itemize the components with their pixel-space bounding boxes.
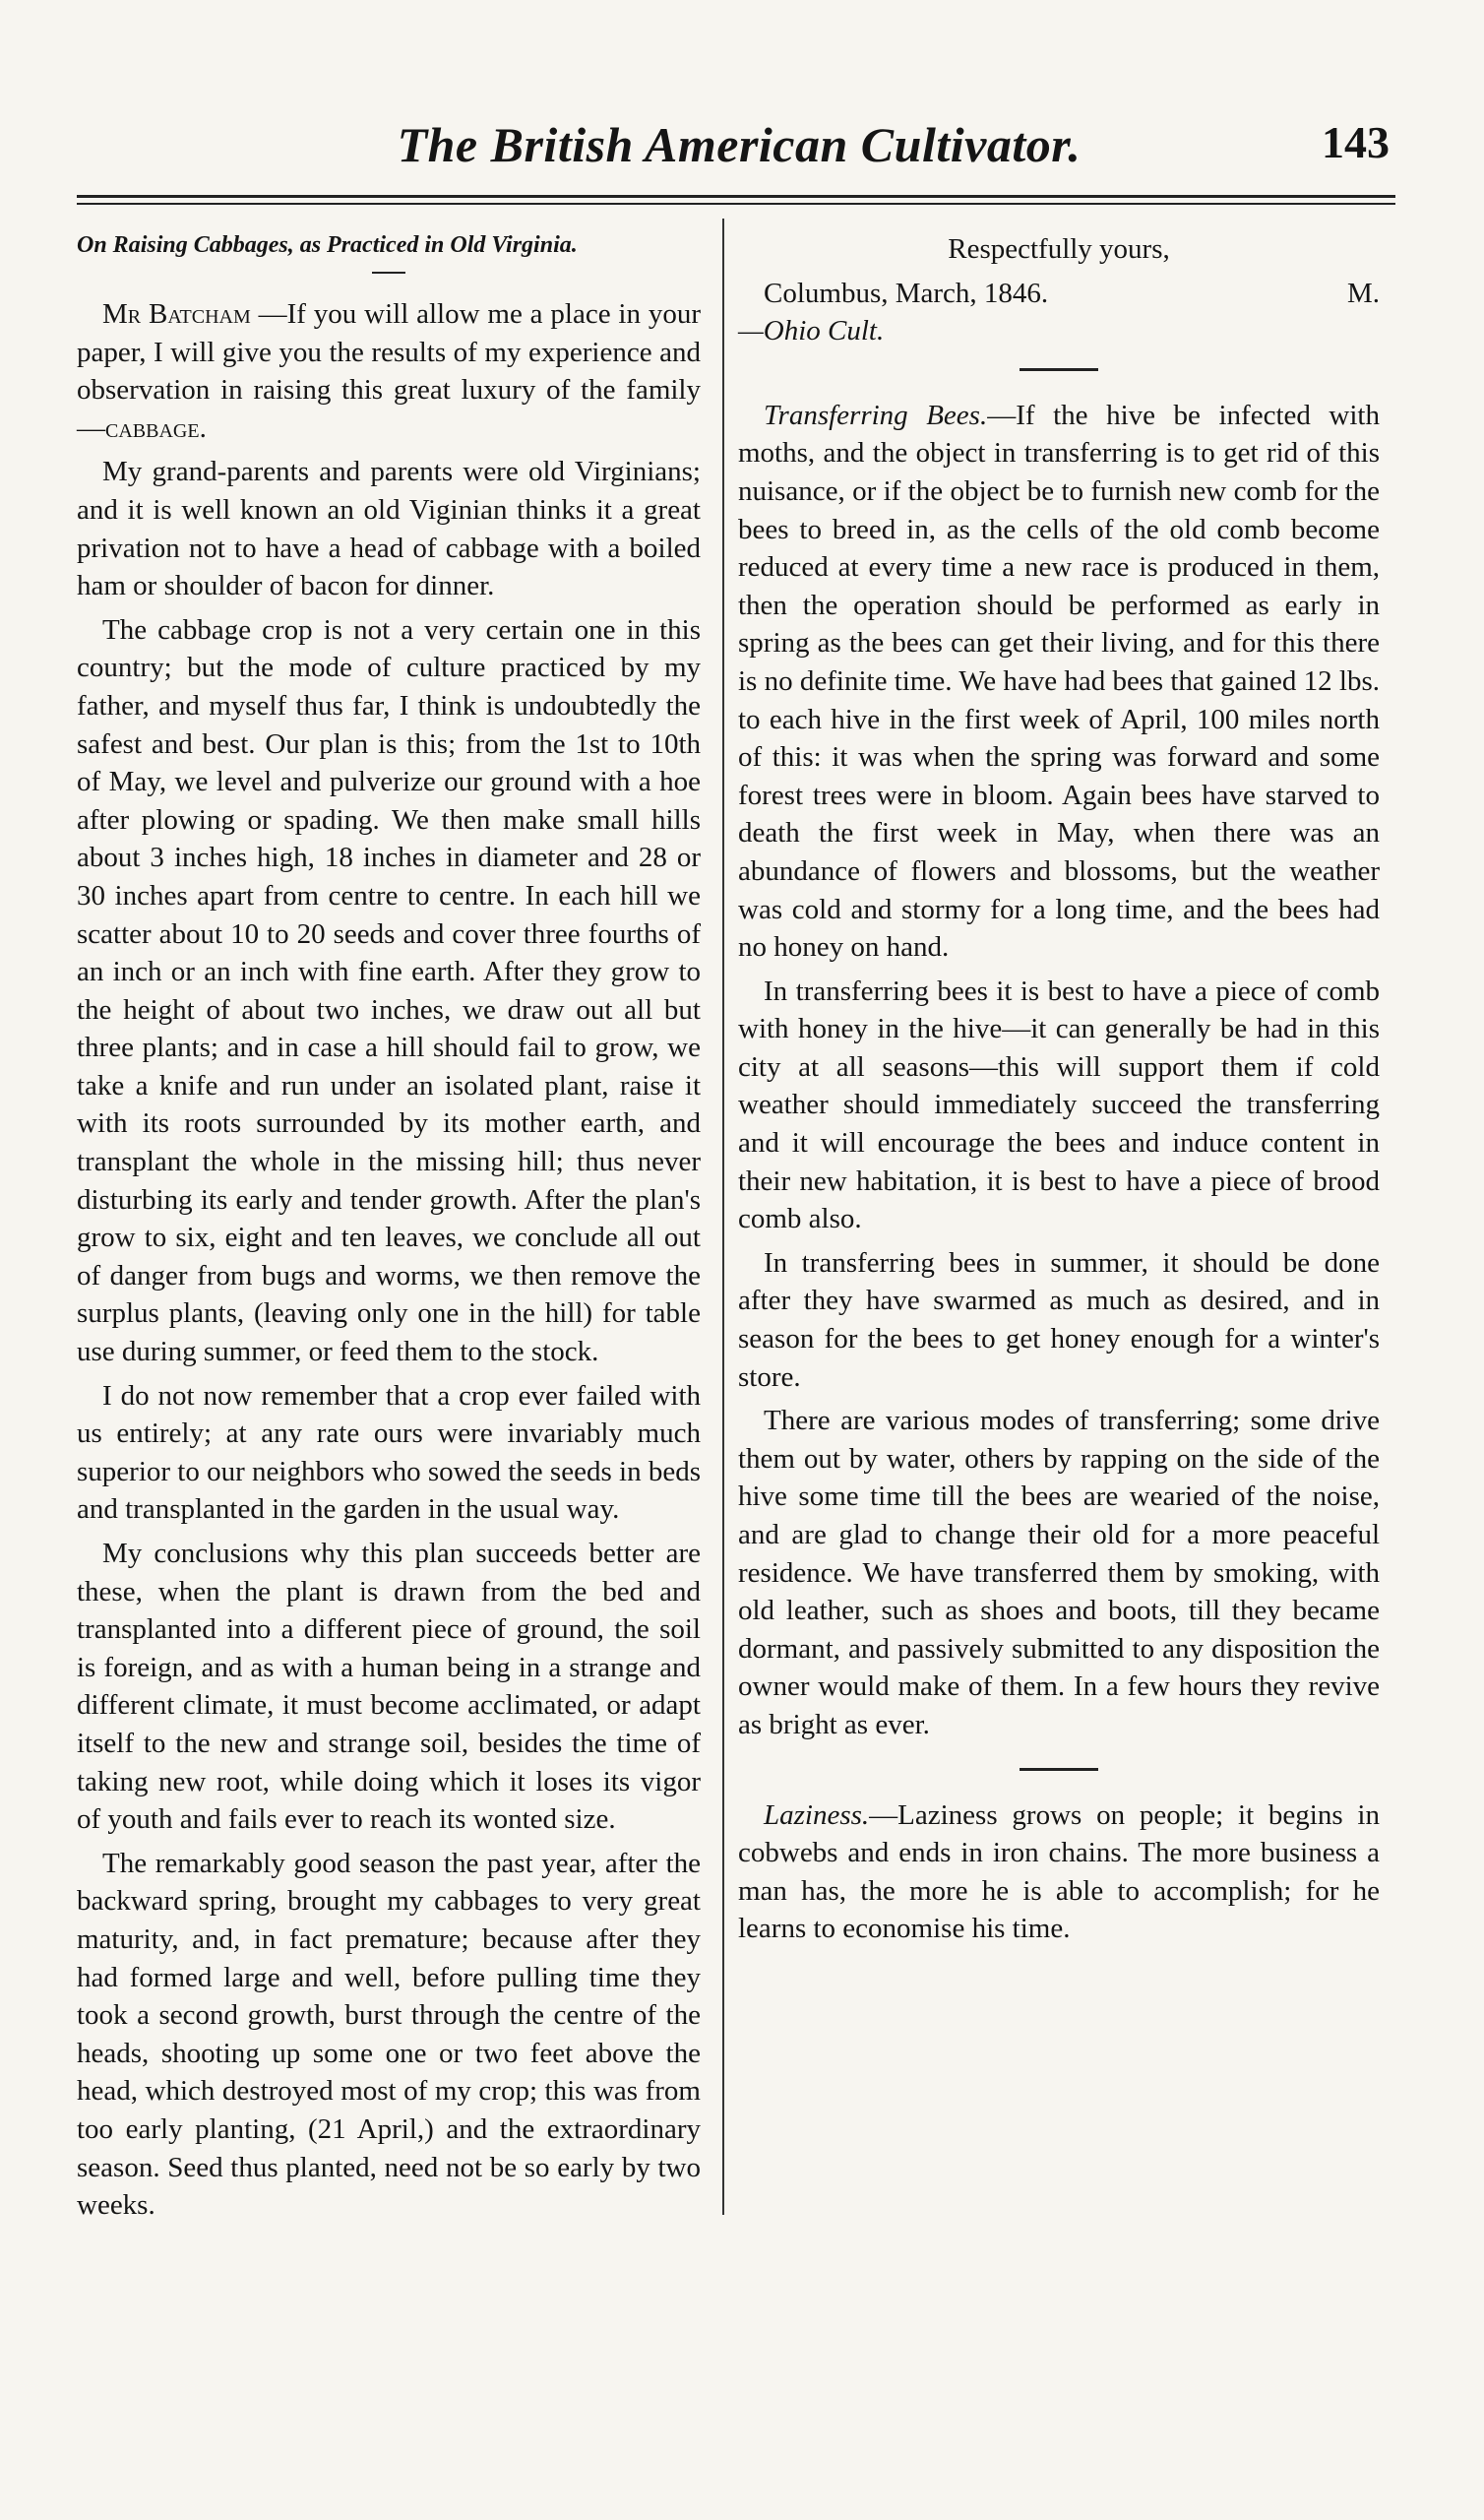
column-divider — [722, 219, 724, 2215]
left-column — [77, 230, 701, 2231]
article-separator-2 — [1020, 1768, 1098, 1771]
title-separator — [372, 272, 405, 274]
bees-paragraph-3: In transferring bees in summer, it should be done after they have swarmed as much as desired, and in season for the bees to get honey enough for a winter's store. — [738, 1246, 1380, 1393]
page-header — [89, 116, 1390, 195]
right-column — [738, 230, 1380, 1954]
cabbage-paragraph-1 — [77, 295, 701, 447]
header-rule-bottom — [77, 203, 1395, 205]
source-credit: —Ohio Cult. — [738, 315, 885, 347]
cabbage-paragraph-2: My grand-parents and parents were old Virginians; and it is well known an old Viginian thinks it a great privation not to have a head of cabbage with a boiled ham or shoulder of bacon for dinner. — [77, 456, 701, 602]
place-date: Columbus, March, 1846. — [764, 277, 1049, 309]
header-rule-top — [77, 195, 1395, 198]
running-title: The British American Cultivator. — [397, 117, 1082, 172]
signature-line — [738, 275, 1380, 313]
cabbage-paragraph-3: The cabbage crop is not a very certain one in this country; but the mode of culture practiced by my father, and myself thus far, I think is undoubtedly the safest and best. Our plan is this; from the 1st to 10th of May, we level and pulverize our ground with a hoe after plowing or spading. We then make small hills about 3 inches high, 18 inches in diameter and 28 or 30 inches apart from centre to centre. In each hill we scatter about 10 to 20 seeds and cover three fourths of an inch or an inch with fine earth. After they grow to the height of about two inches, we draw out all but three plants; and in case a hill should fail to grow, we take a knife and run under an isolated plant, raise it with its roots surrounded by its mother earth, and transplant the whole in the missing hill; thus never disturbing its early and tender growth. After the plan's grow to six, eight and ten leaves, we conclude all out of danger from bugs and worms, we then remove the surplus plants, (leaving only one in the hill) for table use during summer, or feed them to the stock. — [77, 613, 701, 1368]
page-number: 143 — [1322, 117, 1390, 167]
laziness-text: —Laziness grows on people; it begins in cobwebs and ends in iron chains. The more business a man has, the more he is able to accomplish; for he learns to economise his time. — [738, 1798, 1380, 1945]
salutation: Mr Batcham — [102, 298, 251, 330]
author-initial: M. — [1346, 277, 1380, 309]
article-title-bees: Transferring Bees. — [764, 399, 988, 431]
bees-paragraph-1 — [738, 397, 1380, 967]
cabbage-paragraph-6: The remarkably good season the past year, after the backward spring, brought my cabbages to very great maturity, and, in fact premature; because after they had formed large and well, before pulling time they took a second growth, burst through the centre of the heads, shooting up some one or two feet above the head, which destroyed most of my crop; this was from too early planting, (21 April,) and the extraordinary season. Seed thus planted, need not be so early by two weeks. — [77, 1847, 701, 2222]
sign-off: Respectfully yours, — [948, 233, 1170, 265]
article-title-laziness: Laziness. — [764, 1798, 870, 1831]
cabbage-paragraph-4: I do not now remember that a crop ever failed with us entirely; at any rate ours were invariably much superior to our neighbors who sowed the seeds in beds and transplanted in the garden in the usual way. — [77, 1379, 701, 1526]
bees-p1-text: —If the hive be infected with moths, and the object in transferring is to get rid of this nuisance, or if the object be to furnish new comb for the bees to breed in, as the cells of the old comb become reduced at every time a new race is produced in them, then the operation should be performed as early in spring as the bees can get their living, and for this there is no definite time. We have had bees that gained 12 lbs. to each hive in the first week of April, 100 miles north of this: it was when the spring was forward and some forest trees were in bloom. Again bees have starved to death the first week in May, when there was an abundance of flowers and blossoms, but the weather was cold and stormy for a long time, and the bees had no honey on hand. — [738, 399, 1380, 964]
cabbage-p1-text: —If you will allow me a place in your paper, I will give you the results of my experience and observation in raising this great luxury of the family— — [77, 298, 702, 444]
bees-paragraph-4: There are various modes of transferring; some drive them out by water, others by rapping on the side of the hive some time till the bees are wearied of the noise, and are glad to change their old for a more peaceful residence. We have transferred them by smoking, with old leather, such as shoes and boots, till they became dormant, and passively submitted to any disposition the owner would make of them. In a few hours they revive as bright as ever. — [738, 1405, 1380, 1740]
cabbage-p1-end: cabbage. — [105, 411, 207, 444]
article-title-cabbages: On Raising Cabbages, as Practiced in Old Virginia. — [77, 232, 578, 258]
cabbage-paragraph-5: My conclusions why this plan succeeds better are these, when the plant is drawn from the bed and transplanted into a different piece of ground, the soil is foreign, and as with a human being in a strange and different climate, it must become acclimated, or adapt itself to the new and strange soil, besides the time of taking new root, while doing which it loses its vigor of youth and fails ever to reach its wonted size. — [77, 1538, 701, 1836]
laziness-paragraph — [738, 1796, 1380, 1948]
bees-paragraph-2: In transferring bees it is best to have a piece of comb with honey in the hive—it can generally be had in this city at all seasons—this will support them if cold weather should immediately succeed the transferring and it will encourage the bees and induce content in their new habitation, it is best to have a piece of brood comb also. — [738, 975, 1380, 1235]
article-separator — [1020, 368, 1098, 371]
